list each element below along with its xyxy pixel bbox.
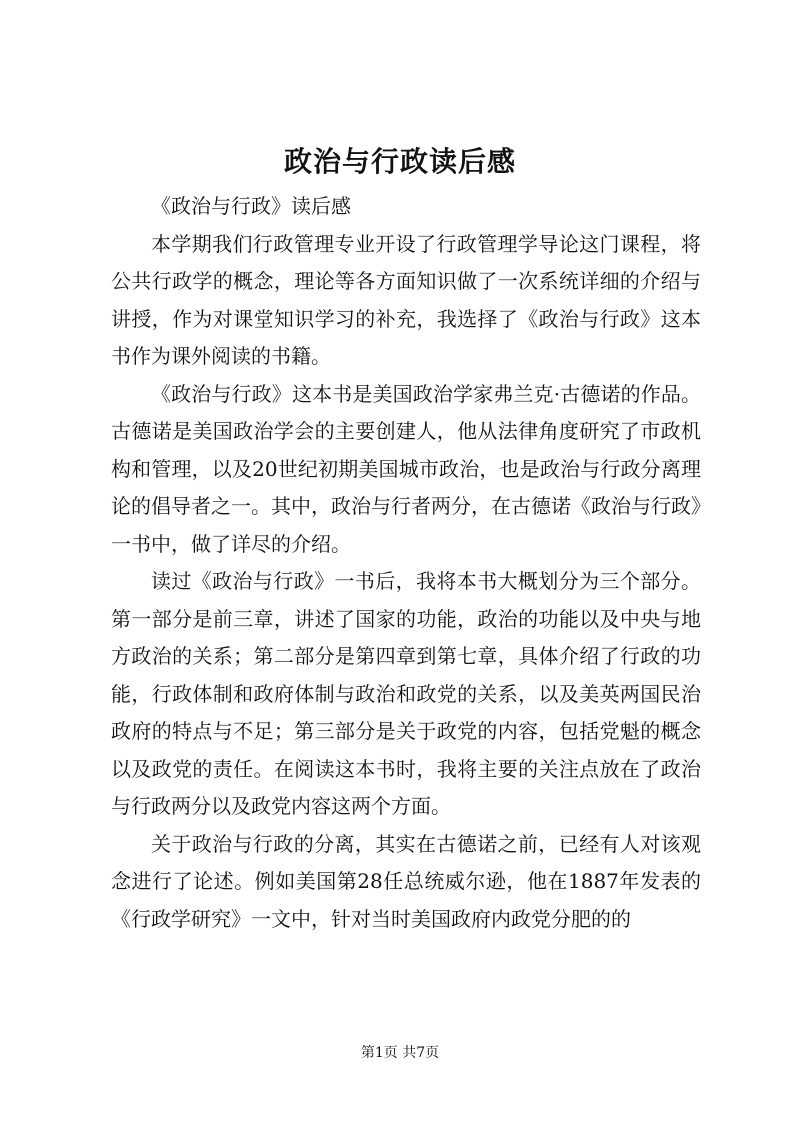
document-title: 政治与行政读后感 (283, 145, 516, 178)
paragraph-4: 关于政治与行政的分离，其实在古德诺之前，已经有人对该观念进行了论述。例如美国第28任总统威尔逊，他在1887年发表的《行政学研究》一文中，针对当时美国政府内政党分肥的的 (111, 831, 701, 931)
paragraph-subtitle: 《政治与行政》读后感 (151, 194, 351, 218)
document-body (111, 188, 701, 938)
paragraph-3: 读过《政治与行政》一书后，我将本书大概划分为三个部分。第一部分是前三章，讲述了国家的功能，政治的功能以及中央与地方政治的关系；第二部分是第四章到第七章，具体介绍了行政的功能，行政体制和政府体制与政治和政党的关系，以及美英两国民治政府的特点与不足；第三部分是关于政党的内容，包括党魁的概念以及政党的责任。在阅读这本书时，我将主要的关注点放在了政治与行政两分以及政党内容这两个方面。 (111, 569, 701, 818)
paragraph-1: 本学期我们行政管理专业开设了行政管理学导论这门课程，将公共行政学的概念，理论等各方面知识做了一次系统详细的介绍与讲授，作为对课堂知识学习的补充，我选择了《政治与行政》这本书作为课外阅读的书籍。 (111, 231, 701, 368)
paragraph-2: 《政治与行政》这本书是美国政治学家弗兰克·古德诺的作品。古德诺是美国政治学会的主要创建人，他从法律角度研究了市政机构和管理，以及20世纪初期美国城市政治，也是政治与行政分离理论的倡导者之一。其中，政治与行者两分，在古德诺《政治与行政》一书中，做了详尽的介绍。 (111, 381, 701, 556)
page-footer: 第1页 共7页 (360, 1045, 440, 1061)
